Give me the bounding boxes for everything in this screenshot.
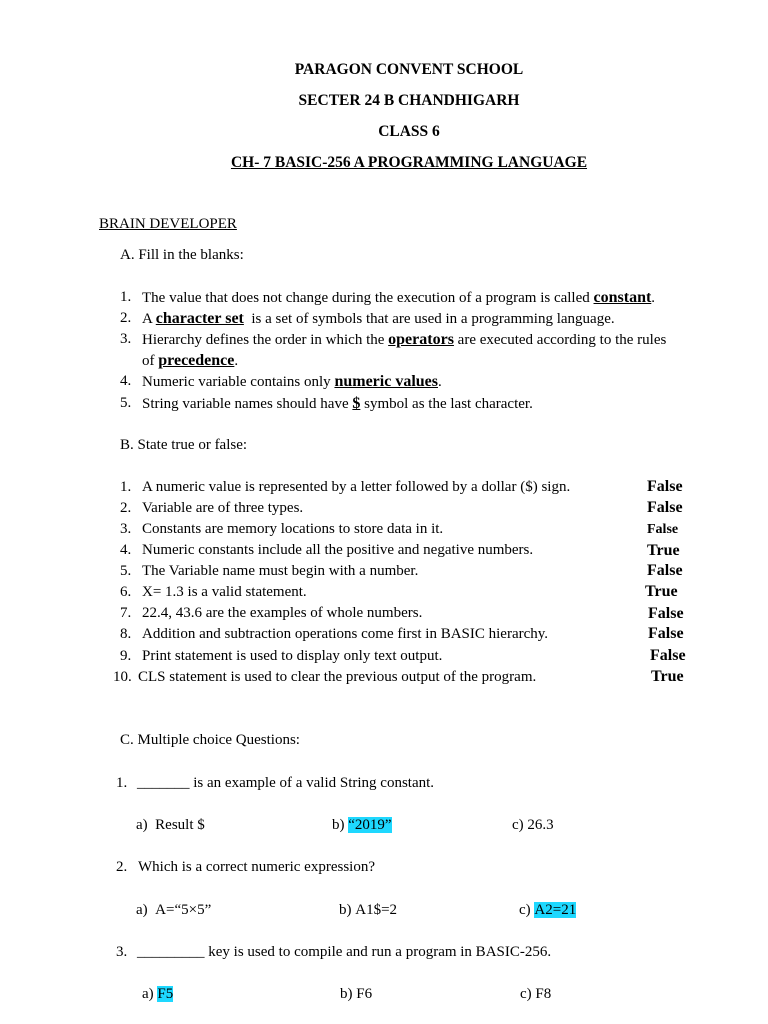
tf-item-2-text: Variable are of three types. [142,500,304,516]
section-a-heading: A. Fill in the blanks: [120,247,244,263]
mcq-3-option-b [340,986,372,1003]
tf-item-1-text: A numeric value is represented by a letter followed by a dollar ($) sign. [142,479,571,495]
fill-item-3-post: are executed according to the rules [453,332,667,348]
mcq-3-option-c [520,986,551,1003]
fill-item-3-line2-post: . [234,353,239,369]
fill-item-3-answer: operators [388,331,454,348]
mcq-2-text: Which is a correct numeric expression? [138,859,375,875]
fill-item-5-number: 5. [120,395,132,411]
tf-item-4-answer: True [647,542,680,559]
fill-item-5-answer: $ [352,395,361,412]
tf-item-1-number: 1. [120,479,132,495]
mcq-1-option-a [136,817,205,834]
fill-item-2-post: is a set of symbols that are used in a programming language. [243,311,615,327]
tf-item-10-number: 10. [113,669,132,685]
fill-item-3-answer2: precedence [158,352,235,369]
mcq-1-option-b-value: “2019” [348,817,392,833]
tf-item-2-answer: False [647,499,683,516]
fill-item-4-post: . [437,374,442,390]
tf-item-2-number: 2. [120,500,132,516]
fill-item-5 [142,395,533,413]
fill-item-3 [142,331,666,349]
mcq-3-option-b-value: F6 [356,986,373,1002]
mcq-3-option-a-label: a) [142,986,154,1002]
fill-item-5-post: symbol as the last character. [360,396,533,412]
chapter-title-text: CH- 7 BASIC-256 A PROGRAMMING LANGUAGE [230,154,588,171]
fill-item-1-text: The value that does not change during the execution of a program is called [142,290,594,306]
mcq-3-number: 3. [116,944,128,960]
tf-item-8-number: 8. [120,626,132,642]
mcq-3-option-b-label: b) [340,986,353,1002]
mcq-1-option-c-value: 26.3 [527,817,554,833]
fill-item-5-text: String variable names should have [142,396,353,412]
tf-item-6-text: X= 1.3 is a valid statement. [142,584,307,600]
fill-item-4-answer: numeric values [334,373,438,390]
chapter-title [0,154,768,172]
mcq-1-option-a-value: Result $ [155,817,205,833]
tf-item-7-text: 22.4, 43.6 are the examples of whole numbers. [142,605,423,621]
mcq-2-option-b [339,902,397,919]
mcq-1-option-b-label: b) [332,817,345,833]
section-c-heading: C. Multiple choice Questions: [120,732,300,748]
tf-item-5-answer: False [647,562,683,579]
class-label: CLASS 6 [378,123,440,140]
fill-item-3-number: 3. [120,331,132,347]
fill-item-3-line2-text: of [142,353,159,369]
tf-item-9-text: Print statement is used to display only text output. [142,648,443,664]
tf-item-8-text: Addition and subtraction operations come first in BASIC hierarchy. [142,626,549,642]
fill-item-3-line2 [142,352,238,370]
tf-item-3-number: 3. [120,521,132,537]
mcq-1-number: 1. [116,775,128,791]
mcq-1-option-c [512,817,554,834]
fill-item-2-number: 2. [120,310,132,326]
mcq-2-option-b-label: b) [339,902,352,918]
fill-item-1-post: . [651,290,656,306]
fill-item-1-answer: constant [593,289,652,306]
section-b-heading: B. State true or false: [120,437,248,453]
tf-item-5-text: The Variable name must begin with a number. [142,563,419,579]
fill-item-1 [142,289,655,307]
tf-item-1-answer: False [647,478,683,495]
mcq-2-option-a-value: A=“5×5” [155,902,212,918]
mcq-2-option-a-label: a) [136,902,148,918]
tf-item-4-number: 4. [120,542,132,558]
mcq-3-option-c-label: c) [520,986,532,1002]
fill-item-2-answer: character set [155,310,244,327]
school-name: PARAGON CONVENT SCHOOL [294,61,524,78]
tf-item-9-number: 9. [120,648,132,664]
mcq-2-option-c-value: A2=21 [534,902,577,918]
tf-item-6-number: 6. [120,584,132,600]
tf-item-10-answer: True [651,668,684,685]
mcq-1-option-c-label: c) [512,817,524,833]
school-address: SECTER 24 B CHANDHIGARH [298,92,520,109]
tf-item-7-answer: False [648,605,684,622]
fill-item-1-number: 1. [120,289,132,305]
tf-item-3-text: Constants are memory locations to store data in it. [142,521,444,537]
tf-item-7-number: 7. [120,605,132,621]
mcq-3-option-c-value: F8 [535,986,552,1002]
mcq-2-option-c-label: c) [519,902,531,918]
mcq-3-option-a [142,986,173,1003]
fill-item-4 [142,373,442,391]
mcq-2-option-c [519,902,576,919]
section-title: BRAIN DEVELOPER [99,216,237,232]
fill-item-4-number: 4. [120,373,132,389]
fill-item-2-text: A [142,311,156,327]
tf-item-10-text: CLS statement is used to clear the previous output of the program. [138,669,537,685]
fill-item-2 [142,310,615,328]
tf-item-3-answer: False [647,522,679,537]
fill-item-3-text: Hierarchy defines the order in which the [142,332,389,348]
mcq-2-option-a [136,902,211,919]
mcq-2-number: 2. [116,859,128,875]
mcq-1-option-b [332,817,392,834]
tf-item-6-answer: True [645,583,678,600]
tf-item-4-text: Numeric constants include all the positive and negative numbers. [142,542,534,558]
mcq-1-text: _______ is an example of a valid String constant. [137,775,435,791]
mcq-3-text: _________ key is used to compile and run a program in BASIC-256. [137,944,552,960]
mcq-2-option-b-value: A1$=2 [355,902,398,918]
mcq-1-option-a-label: a) [136,817,148,833]
tf-item-8-answer: False [648,625,684,642]
mcq-3-option-a-value: F5 [157,986,174,1002]
tf-item-9-answer: False [650,647,686,664]
tf-item-5-number: 5. [120,563,132,579]
fill-item-4-text: Numeric variable contains only [142,374,335,390]
